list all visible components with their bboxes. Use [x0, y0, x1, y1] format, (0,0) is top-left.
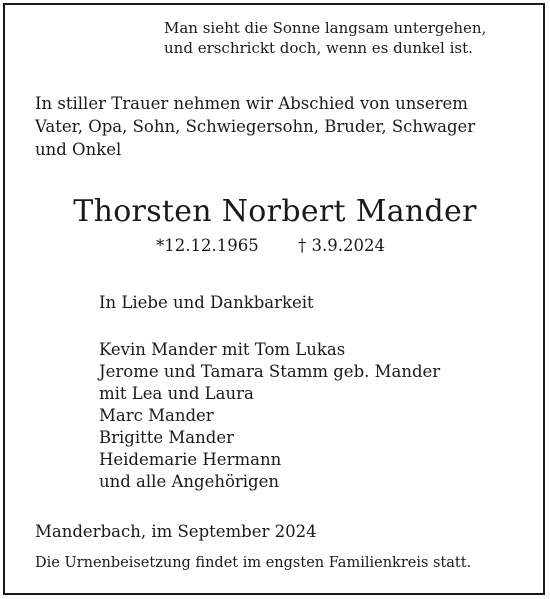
intro-line-3: und Onkel — [35, 140, 122, 159]
mourner-name: mit Lea und Laura — [99, 384, 254, 403]
deceased-name: Thorsten Norbert Mander — [73, 194, 477, 229]
motto-line-1: Man sieht die Sonne langsam untergehen, — [164, 19, 487, 37]
mourner-name: Jerome und Tamara Stamm geb. Mander — [99, 362, 441, 381]
birth-date: *12.12.1965 — [156, 236, 259, 255]
mourner-name: und alle Angehörigen — [99, 472, 280, 491]
death-date: † 3.9.2024 — [298, 236, 385, 255]
mourner-name: Brigitte Mander — [99, 428, 234, 447]
intro-line-1: In stiller Trauer nehmen wir Abschied von unserem — [35, 94, 468, 113]
mourner-name: Heidemarie Hermann — [99, 450, 282, 469]
motto-line-2: und erschrickt doch, wenn es dunkel ist. — [164, 39, 473, 57]
mourners-heading: In Liebe und Dankbarkeit — [99, 293, 314, 312]
mourner-name: Marc Mander — [99, 406, 214, 425]
mourner-name: Kevin Mander mit Tom Lukas — [99, 340, 346, 359]
burial-note: Die Urnenbeisetzung findet im engsten Familienkreis statt. — [35, 555, 472, 571]
intro-line-2: Vater, Opa, Sohn, Schwiegersohn, Bruder, Schwager — [35, 117, 476, 136]
place-date: Manderbach, im September 2024 — [35, 522, 317, 541]
